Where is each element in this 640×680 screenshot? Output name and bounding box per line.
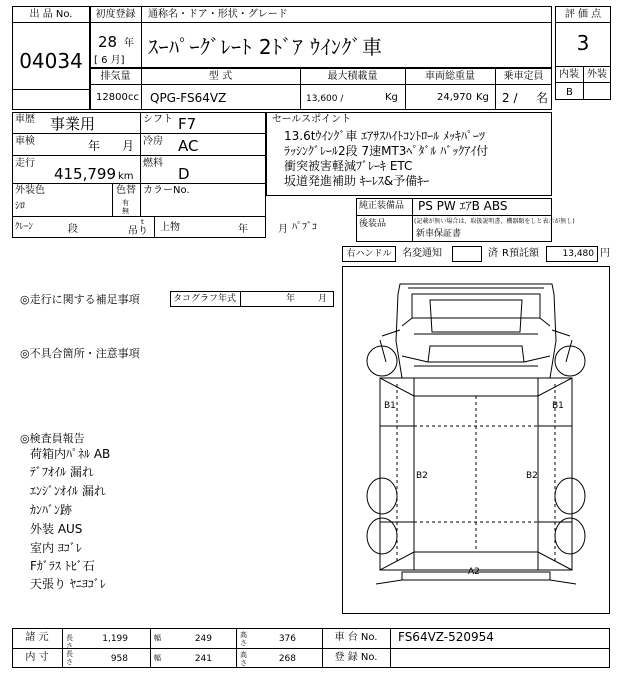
history-label: 車歴 bbox=[15, 114, 35, 125]
color-change-yes: 有 bbox=[122, 199, 129, 207]
lot-number: 04034 bbox=[19, 49, 83, 73]
damage-mark-left-b2: B2 bbox=[416, 471, 428, 481]
recycle-unit: 円 bbox=[600, 248, 610, 259]
exterior-color-value: ｼﾛ bbox=[15, 201, 25, 212]
inner-row-label: 内 寸 bbox=[25, 652, 49, 663]
mileage-label: 走行 bbox=[15, 158, 35, 169]
inspection-label: 車検 bbox=[15, 136, 35, 147]
tachograph-label: タコグラフ年式 bbox=[173, 294, 237, 304]
car-name: ｽｰﾊﾟｰｸﾞﾚｰﾄ 2ﾄﾞｱ ｳｲﾝｸﾞ車 bbox=[148, 35, 383, 59]
interior-grade: B bbox=[566, 87, 573, 98]
sales-points-label: セールスポイント bbox=[272, 114, 352, 125]
recycle-label: R預託額 bbox=[502, 248, 539, 259]
first-registration-label: 初度登録 bbox=[95, 9, 136, 20]
mileage-unit: km bbox=[118, 171, 134, 182]
inner-length-value: 958 bbox=[110, 654, 128, 664]
mount-month-unit: 月 bbox=[278, 224, 288, 235]
gross-weight-value: 24,970 bbox=[437, 92, 472, 103]
overall-grade: 3 bbox=[576, 31, 590, 55]
sales-point-line-4: 坂道発進補助 ｷｰﾚｽ&予備ｷｰ bbox=[284, 174, 430, 188]
shift-value: F7 bbox=[178, 115, 197, 133]
fuel-value: D bbox=[178, 165, 190, 183]
driving-notes-label: ◎走行に関する補足事項 bbox=[20, 293, 140, 306]
ac-label: 冷房 bbox=[143, 136, 163, 147]
gross-weight-label: 車両総重量 bbox=[425, 71, 475, 82]
inner-width-value: 241 bbox=[194, 654, 212, 664]
equipment-value: PS PW ｴｱB ABS bbox=[418, 199, 508, 213]
model-label: 型 式 bbox=[208, 71, 233, 82]
inspector-label: ◎検査員報告 bbox=[20, 432, 85, 445]
damage-mark-right-b1: B1 bbox=[552, 401, 564, 411]
fuel-label: 燃料 bbox=[143, 158, 163, 169]
max-load-label: 最大積載量 bbox=[327, 71, 378, 82]
inner-height-label: 高さ bbox=[240, 651, 247, 667]
recycle-amount: 13,480 bbox=[562, 249, 594, 259]
name-change-label: 名変通知 bbox=[402, 248, 442, 259]
mileage-value: 415,799 bbox=[53, 165, 116, 183]
displacement-unit: cc bbox=[128, 92, 139, 103]
mount-label: 上物 bbox=[160, 222, 180, 233]
mount-maker: ﾊﾟﾌﾞｺ bbox=[292, 222, 317, 233]
crane-lift: 吊り bbox=[128, 226, 148, 237]
warranty-value: 新車保証書 bbox=[416, 229, 462, 239]
car-name-label: 通称名・ドア・形状・グレード bbox=[148, 9, 288, 20]
ac-value: AC bbox=[178, 137, 199, 155]
spec-row-label: 諸 元 bbox=[25, 632, 49, 643]
equipment-label: 純正装備品 bbox=[359, 201, 405, 211]
sales-point-line-3: 衝突被害軽減ﾌﾞﾚｰｷ ETC bbox=[284, 159, 413, 173]
grade-label: 評 価 点 bbox=[564, 9, 602, 20]
crane-steps: 段 bbox=[68, 224, 78, 235]
inspector-line-4: ｶﾝﾊﾞﾝ跡 bbox=[30, 503, 73, 517]
spec-height-value: 376 bbox=[278, 634, 296, 644]
inspector-line-2: ﾃﾞﾌｵｲﾙ 漏れ bbox=[30, 465, 94, 479]
inner-width-label: 幅 bbox=[154, 654, 161, 662]
damage-mark-right-b2: B2 bbox=[526, 471, 538, 481]
defects-label: ◎不具合箇所・注意事項 bbox=[20, 347, 140, 360]
steering-value: 右ハンドル bbox=[346, 249, 392, 259]
displacement-value: 12800 bbox=[96, 92, 128, 103]
inspection-year-unit: 年 bbox=[88, 139, 101, 153]
crane-lift-unit: t bbox=[141, 218, 144, 226]
inner-length-label: 長さ bbox=[66, 650, 73, 666]
inner-height-value: 268 bbox=[278, 654, 296, 664]
damage-mark-rear-a2: A2 bbox=[468, 567, 480, 577]
damage-mark-left-b1: B1 bbox=[384, 401, 396, 411]
spec-length-label: 長さ bbox=[66, 634, 73, 650]
spec-width-label: 幅 bbox=[154, 634, 161, 642]
exterior-grade-label: 外装 bbox=[587, 69, 607, 80]
crane-label: ｸﾚｰﾝ bbox=[15, 222, 34, 232]
inspector-line-8: 天張り ﾔﾆﾖｺﾞﾚ bbox=[30, 577, 106, 591]
max-load-unit: Kg bbox=[385, 92, 398, 103]
color-change-no: 無 bbox=[122, 207, 129, 215]
interior-grade-label: 内装 bbox=[559, 69, 579, 80]
max-load-value: 13,600 / bbox=[306, 94, 344, 104]
chassis-label: 車 台 No. bbox=[334, 632, 378, 643]
spec-width-value: 249 bbox=[194, 634, 212, 644]
aftermarket-label: 後装品 bbox=[359, 219, 387, 229]
shift-label: シフト bbox=[143, 114, 173, 125]
spec-height-label: 高さ bbox=[240, 631, 247, 647]
inspector-line-5: 外装 AUS bbox=[30, 522, 83, 536]
capacity-value: 2 / bbox=[502, 91, 518, 105]
tachograph-year-unit: 年 bbox=[286, 294, 296, 304]
truck-diagram bbox=[342, 266, 610, 614]
reg-year-unit: 年 bbox=[124, 38, 134, 49]
gross-weight-unit: Kg bbox=[476, 92, 489, 103]
inspector-line-7: Fｶﾞﾗｽ ﾄﾋﾞ石 bbox=[30, 559, 95, 573]
sales-point-line-1: 13.6tｳｲﾝｸﾞ車 ｴｱｻｽﾊｲﾄｺﾝﾄﾛｰﾙ ﾒｯｷﾊﾟｰﾂ bbox=[284, 129, 486, 143]
displacement-label: 排気量 bbox=[100, 71, 131, 82]
color-number-label: カラーNo. bbox=[143, 185, 190, 196]
spec-length-value: 1,199 bbox=[102, 634, 128, 644]
tachograph-month-unit: 月 bbox=[318, 294, 328, 304]
reg-month: [ 6 月] bbox=[94, 55, 125, 66]
model-code: QPG-FS64VZ bbox=[150, 91, 227, 105]
inspector-line-1: 荷箱内ﾊﾟﾈﾙ AB bbox=[30, 447, 111, 461]
inspector-line-3: ｴﾝｼﾞﾝｵｲﾙ 漏れ bbox=[30, 484, 106, 498]
chassis-number: FS64VZ-520954 bbox=[398, 630, 494, 644]
aftermarket-note: (記載が無い場合は、取扱説明書、機器類をしと表示が無し) bbox=[414, 218, 575, 225]
capacity-unit: 名 bbox=[536, 91, 549, 105]
history-value: 事業用 bbox=[50, 115, 96, 133]
inspection-month-unit: 月 bbox=[122, 139, 135, 153]
color-change-label: 色替 bbox=[116, 185, 136, 196]
inspector-line-6: 室内 ﾖｺﾞﾚ bbox=[30, 541, 82, 555]
registration-label: 登 録 No. bbox=[334, 652, 378, 663]
reg-year: 28 bbox=[98, 33, 118, 51]
recycle-prefix: 済 bbox=[488, 248, 498, 259]
capacity-label: 乗車定員 bbox=[503, 71, 544, 82]
mount-year-unit: 年 bbox=[238, 224, 248, 235]
exterior-color-label: 外装色 bbox=[15, 185, 45, 196]
lot-label: 出 品 No. bbox=[29, 9, 73, 20]
sales-point-line-2: ﾗｯｼﾝｸﾞﾚｰﾙ2段 7速MT3ﾍﾟﾀﾞﾙ ﾊﾞｯｸｱｲ付 bbox=[284, 144, 489, 158]
